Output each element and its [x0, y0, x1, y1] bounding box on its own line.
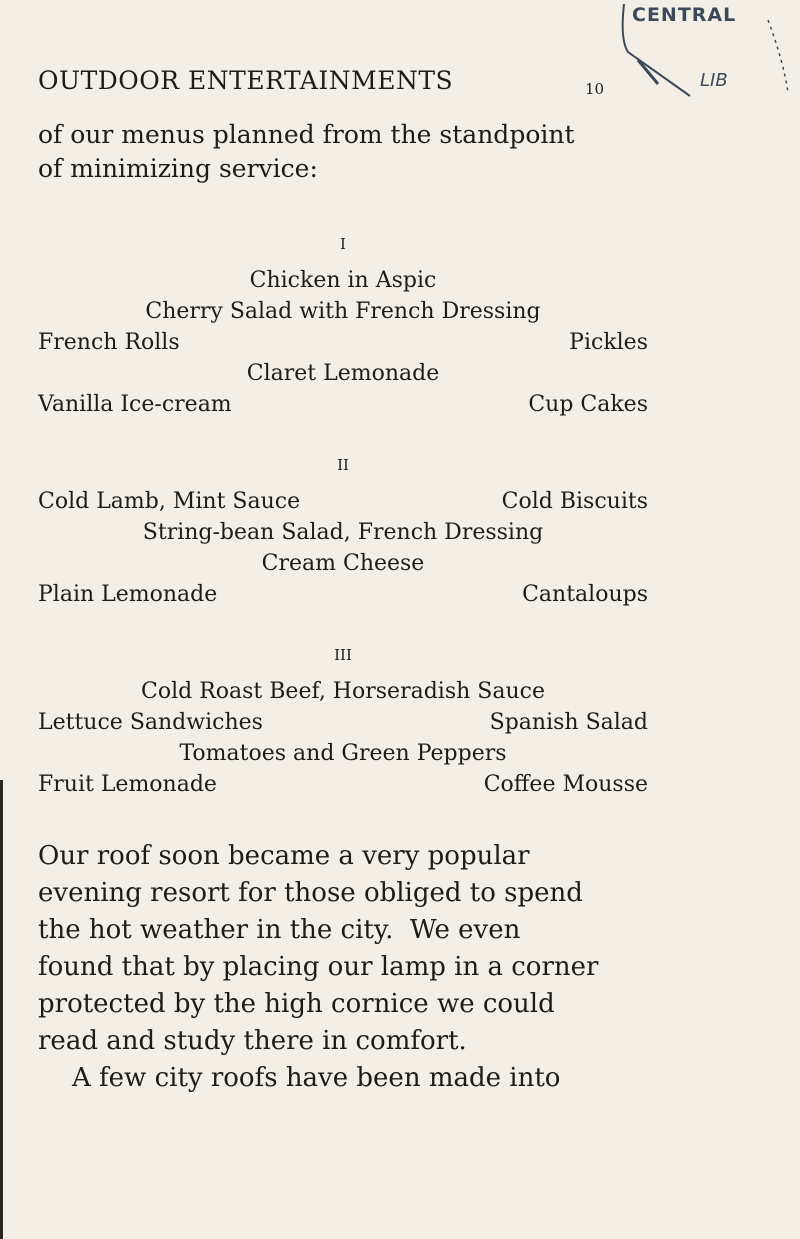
menu-item-text: String-bean Salad, French Dressing: [142, 520, 544, 545]
menu-item-text: Chicken in Aspic: [249, 268, 437, 293]
menu-item-text: Cream Cheese: [261, 551, 425, 576]
body-line: protected by the high cornice we could: [38, 989, 555, 1019]
menu-item: [38, 517, 648, 548]
stamp-text-secondary: LIB: [700, 70, 728, 91]
menu-item: [38, 358, 648, 389]
body-line: A few city roofs have been made into: [72, 1063, 561, 1093]
menu-numeral: II: [337, 456, 349, 474]
intro-line: of our menus planned from the standpoint: [38, 120, 575, 149]
menu-3: [38, 646, 648, 800]
menu-item: [38, 389, 648, 420]
menu-item-text: Cherry Salad with French Dressing: [145, 299, 541, 324]
running-head: OUTDOOR ENTERTAINMENTS: [38, 66, 454, 95]
menu-item-right: Spanish Salad: [489, 710, 648, 735]
menu-item-text: Tomatoes and Green Peppers: [179, 741, 507, 766]
menu-item: [38, 486, 648, 517]
menu-item: [38, 707, 648, 738]
menu-item-left: Fruit Lemonade: [38, 772, 217, 797]
menu-item-left: Plain Lemonade: [38, 582, 218, 607]
menu-item-right: Coffee Mousse: [483, 772, 648, 797]
intro-line: of minimizing service:: [38, 154, 318, 183]
body-line: the hot weather in the city. We even: [38, 915, 521, 945]
menu-item-right: Cantaloups: [522, 582, 648, 607]
menu-item: [38, 548, 648, 579]
menu-item: [38, 265, 648, 296]
menu-item-text: Claret Lemonade: [246, 361, 440, 386]
intro-paragraph: [38, 118, 575, 186]
page-edge: [0, 780, 3, 1239]
body-line: evening resort for those obliged to spend: [38, 878, 583, 908]
menu-item-left: French Rolls: [38, 330, 180, 355]
menu-item-right: Cup Cakes: [528, 392, 648, 417]
menu-item-left: Vanilla Ice-cream: [38, 392, 232, 417]
menu-2: [38, 456, 648, 610]
menu-item-right: Pickles: [569, 330, 648, 355]
menu-item-left: Lettuce Sandwiches: [38, 710, 263, 735]
menu-item: [38, 327, 648, 358]
body-line: found that by placing our lamp in a corner: [38, 952, 599, 982]
menu-item: [38, 769, 648, 800]
menu-item-right: Cold Biscuits: [501, 489, 648, 514]
menu-item: [38, 579, 648, 610]
menu-item-text: Cold Roast Beef, Horseradish Sauce: [141, 679, 545, 704]
menu-1: [38, 235, 648, 420]
menu-numeral: III: [334, 646, 352, 664]
body-line: Our roof soon became a very popular: [38, 841, 530, 871]
menu-item: [38, 738, 648, 769]
body-line: read and study there in comfort.: [38, 1026, 467, 1056]
menu-numeral: I: [340, 235, 346, 253]
body-paragraph: [38, 838, 648, 1097]
menu-item: [38, 676, 648, 707]
menu-item-left: Cold Lamb, Mint Sauce: [38, 489, 301, 514]
stamp-text: CENTRAL: [632, 4, 737, 26]
menu-item: [38, 296, 648, 327]
page-number: 10: [585, 80, 605, 98]
